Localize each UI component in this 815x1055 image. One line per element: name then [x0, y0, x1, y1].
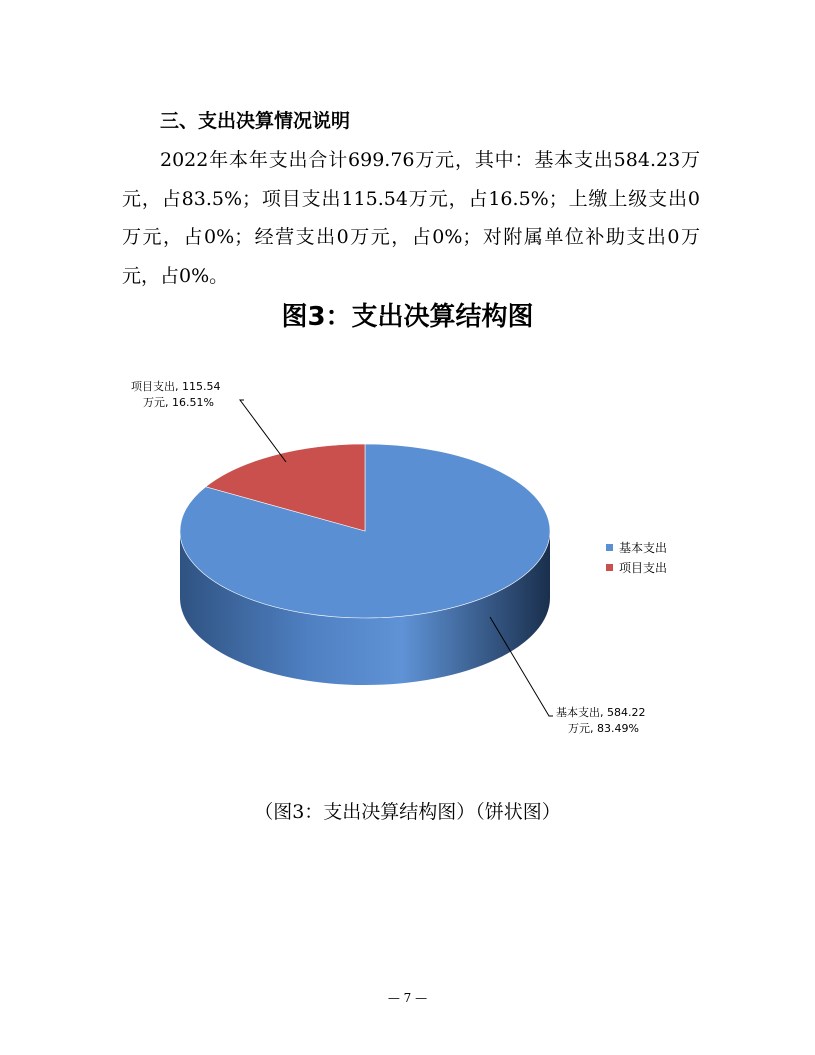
data-label-project-line2: 万元, 16.51%: [143, 396, 214, 409]
body-paragraph: 2022年本年支出合计699.76万元，其中：基本支出584.23万元，占83.5%；项目支出115.54万元，占16.5%；上缴上级支出0万元，占0%；经营支出0万元，占0%；对附属单位补助支出0万元，占0%。: [122, 149, 700, 287]
figure-caption: （图3：支出决算结构图）（饼状图）: [254, 801, 561, 823]
leader-line-project: [240, 400, 286, 462]
legend-label-project: 项目支出: [619, 560, 668, 575]
legend-swatch-basic: [606, 544, 613, 551]
legend-item-project: [606, 557, 667, 577]
legend-label-basic: 基本支出: [619, 540, 668, 555]
page-number: — 7 —: [387, 991, 428, 1005]
chart-legend: [606, 537, 667, 577]
data-label-basic-line2: 万元, 83.49%: [568, 722, 639, 735]
chart-title: 图3：支出决算结构图: [281, 302, 534, 332]
legend-swatch-project: [606, 564, 613, 571]
section-heading: 三、支出决算情况说明: [160, 110, 351, 132]
legend-item-basic: [606, 537, 667, 557]
data-label-basic-line1: 基本支出, 584.22: [556, 706, 646, 719]
data-label-project-line1: 项目支出, 115.54: [131, 380, 221, 393]
